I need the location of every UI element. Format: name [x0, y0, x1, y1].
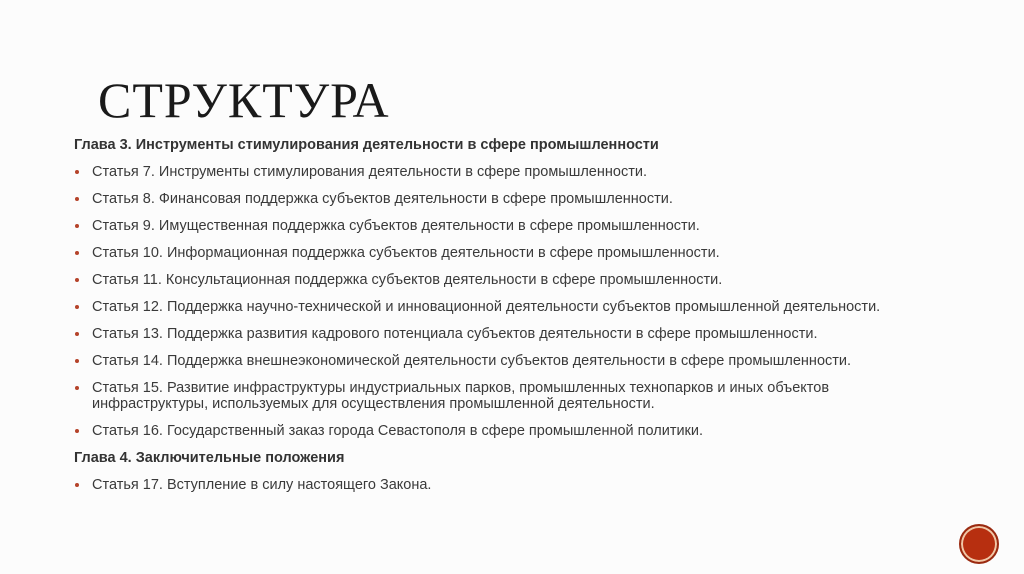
chapter-heading: Глава 3. Инструменты стимулирования деятельности в сфере промышленности: [74, 137, 659, 153]
bullet-icon: [75, 278, 79, 282]
list-item: Статья 12. Поддержка научно-технической и инновационной деятельности субъектов промышленной деятельности.: [74, 299, 934, 315]
bullet-icon: [75, 483, 79, 487]
bullet-icon: [75, 359, 79, 363]
list-item: Статья 10. Информационная поддержка субъектов деятельности в сфере промышленности.: [74, 245, 934, 261]
chapter-heading: Глава 4. Заключительные положения: [74, 450, 345, 466]
list-item: Статья 17. Вступление в силу настоящего Закона.: [74, 477, 934, 493]
bullet-icon: [75, 429, 79, 433]
list-item: Статья 16. Государственный заказ города Севастополя в сфере промышленной политики.: [74, 423, 934, 439]
list-item: Статья 9. Имущественная поддержка субъектов деятельности в сфере промышленности.: [74, 218, 934, 234]
list-item: Статья 8. Финансовая поддержка субъектов деятельности в сфере промышленности.: [74, 191, 934, 207]
slide-content: [74, 137, 934, 504]
list-item: Статья 14. Поддержка внешнеэкономической деятельности субъектов деятельности в сфере промышленности.: [74, 353, 934, 369]
bullet-icon: [75, 332, 79, 336]
list-item: Статья 7. Инструменты стимулирования деятельности в сфере промышленности.: [74, 164, 934, 180]
bullet-icon: [75, 170, 79, 174]
bullet-icon: [75, 386, 79, 390]
decorative-circle-icon: [959, 524, 999, 564]
list-item: Статья 13. Поддержка развития кадрового потенциала субъектов деятельности в сфере промышленности.: [74, 326, 934, 342]
bullet-icon: [75, 305, 79, 309]
slide-title: СТРУКТУРА: [98, 72, 390, 128]
bullet-icon: [75, 224, 79, 228]
bullet-icon: [75, 251, 79, 255]
list-item: Статья 15. Развитие инфраструктуры индустриальных парков, промышленных технопарков и иных объектов инфраструктуры, используемых для осуществления промышленной деятельности.: [74, 380, 934, 412]
bullet-icon: [75, 197, 79, 201]
list-item: Статья 11. Консультационная поддержка субъектов деятельности в сфере промышленности.: [74, 272, 934, 288]
